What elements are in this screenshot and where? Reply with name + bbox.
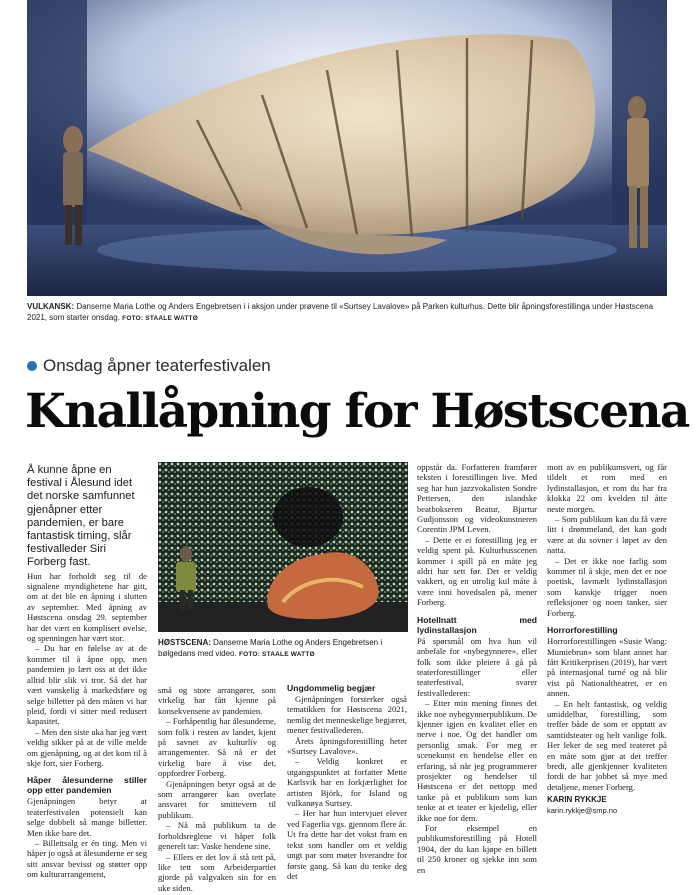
paragraph: små og store arrangører, som virkelig har fått kjenne på konsekvensene av pandemien. [158, 685, 276, 716]
article-column-3 [287, 683, 407, 881]
article-column-1 [27, 464, 147, 880]
paragraph: – Det er ikke noe farlig som kommer til å skje, men det er noe poetisk, lavmælt lydinstallasjon som kanskje trigger noen refleksjoner og noen tanker, sier Forberg. [547, 555, 667, 618]
main-photo [27, 0, 667, 296]
paragraph: – Forhåpentlig har ålesunderne, som folk i resten av landet, kjent på savnet av kulturliv og arrangementer. Så nå er det virkelig bare å vise det, oppfordrer Forberg. [158, 716, 276, 779]
paragraph: – Her har hun intervjuet elever ved Fagerlia vgs. gjennom flere år. Ut fra dette har det vokst fram en tekst som handler om et veldig ungt par som møter hverandre for første gang. Så kan du tenke deg det [287, 808, 407, 881]
paragraph: – Ellers er det lov å stå tett på, like tett som Arbeiderpartiet gjorde på valgvaken sin for en uke siden. [158, 851, 276, 893]
paragraph: Gjenåpningen betyr også at de som arrangører kan overlate ansvaret for smittevern til publikum. [158, 778, 276, 820]
stage-photo-illustration [27, 0, 667, 296]
paragraph: – Nå må publikum ta de forholdsreglene vi håper folk generelt tar: Vaske hendene sine. [158, 820, 276, 852]
lead-paragraph: Å kunne åpne en festival i Ålesund idet det norske samfunnet gjenåpner etter pandemien, er bare fantastisk timing, slår festivalleder Siri Forberg fast. [27, 464, 135, 569]
paragraph: – En helt fantastisk, og veldig umiddelbar, forestilling, som treffer både de som er opptatt av samtidsteater og helt vanlige folk. Her leker de seg med teateret på en måte som gjør at det treffer bredt, alle gjenkjenner kvaliteten fordi de har jobbet så mye med detaljene, mener Forberg. [547, 698, 667, 792]
caption-label: HØSTSCENA: [158, 638, 211, 647]
article-column-2 [158, 685, 276, 893]
caption-text: Danserne Maria Lothe og Anders Engebretsen i bølgedans med video. [158, 638, 383, 658]
caption-label: VULKANSK: [27, 302, 75, 311]
paragraph: – Billettsalg er én ting. Men vi håper jo også at ålesunderne er seg sitt ansvar bevisst og støtter opp om kulturarrangement, [27, 837, 147, 880]
main-photo-caption [27, 301, 667, 324]
secondary-photo-caption [158, 637, 410, 660]
paragraph: mott av en publikumsvert, og får tildelt et rom med en lydinstallasjon, et rom du har fra klokka 22 om kvelden til åtte neste morgen. [547, 462, 667, 514]
article-column-5 [547, 462, 667, 816]
kicker-text: Onsdag åpner teaterfestivalen [43, 356, 271, 375]
article-column-4 [417, 462, 537, 875]
paragraph: – Veldig konkret er utgangspunktet at forfatter Mette Karlsvik har en forkjærlighet for artisten Björk, for Island og vulkanøya Surtsey. [287, 756, 407, 809]
dance-video-photo-illustration [158, 462, 408, 632]
subheading: Håper ålesunderne stiller opp etter pandemien [27, 775, 147, 796]
paragraph: – Dette er ei forestilling jeg er veldig spent på. Kulturhusscenen kommer i spill på en måte jeg aldri har sett før. Det er veldig vakkert, og en utrolig kul måte å være inni hovedsalen på, mener Forberg. [417, 534, 537, 608]
paragraph: Hun har forholdt seg til de signalene myndighetene har gitt, om at det ble en åpning i slutten av september. Med åpning av Høstscena onsdag 29. september har det vært en komplisert øvelse, og spenningen har vært stor. [27, 570, 147, 644]
subheading: Horrorforestilling [547, 625, 618, 636]
kicker [27, 356, 271, 376]
paragraph: Horrorforestillingen «Susie Wang: Mumiebrun» som blant annet har fått Kritikerprisen (2019), har vært på internasjonal turné og nå blir vist på Nationaltheatret, er en annen. [547, 636, 667, 699]
paragraph: – Men den siste uka har jeg vært veldig sikker på at de ville melde om gjenåpning, og at det kom til å skje fort, sier Forberg. [27, 726, 147, 768]
subheading: Ungdommelig begjær [287, 683, 376, 693]
subheading: Hotellnatt med lydinstallasjon [417, 614, 537, 635]
paragraph: For eksempel en publikumsforestilling på Hotell 1904, der du kan kjøpe en billett til 250 kroner og sjekke inn som en [417, 823, 537, 875]
paragraph: oppstår da. Forfatteren framfører teksten i forestillingen live. Med seg har hun jazzvokalisten Sondre Pettersen, den islandske beatbokseren Beatur, Bjartur Gudjonsson og videokunstneren Corentin JPM Leven. [417, 462, 537, 535]
paragraph: – Etter min mening finnes det ikke noe nybegynnerpublikum. De kjenner igjen en kvalitet eller en nerve i noe. Og det handler om personlig smak. For meg er scenekunst en hendelse eller en erfaring, så når jeg programmerer prosjekter og hendelser til Høstscena er det nettopp med tanke på et publikum som kan tenke at et teater er kjedelig, eller ikke noe for dem. [417, 698, 537, 823]
secondary-photo [158, 462, 408, 632]
byline: KARIN RYKKJE [547, 795, 607, 805]
paragraph: Gjenåpningen betyr at teaterfestivalen potensielt kan selge dobbelt så mange billetter. Men ikke bare det. [27, 796, 147, 838]
headline: Knallåpning for Høstscena [25, 384, 689, 439]
paragraph: På spørsmål om hva hun vil anbefale for «nybegynnere», eller folk som ikke pleiere å gå på teaterforestillinger eller teaterfestival, svarer festivallederen: [417, 635, 537, 698]
author-email: karin.rykkje@smp.no [547, 805, 618, 815]
photo-credit: FOTO: STAALE WATTØ [238, 651, 315, 658]
paragraph: – Som publikum kan du få være litt i drømmeland, det kan godt være at du sovner i løpet av den natta. [547, 514, 667, 556]
paragraph: – Du har en følelse av at de kommer til å åpne opp, men pandemien jo lært oss at det ikke alltid blir slik vi tror. Så det har vært vanskelig å markedsføre og selge billetter på den måten vi har pleid, fordi vi sitter med redusert kapasitet. [27, 643, 147, 727]
photo-credit: FOTO: STAALE WATTØ [122, 315, 198, 322]
bullet-dot-icon [27, 361, 37, 371]
caption-text: Danserne Maria Lothe og Anders Engebretsen i i aksjon under prøvene til «Surtsey Lavalove» på Parken kulturhus. Dette blir åpningsforestillinga under Høstscena 2021, som starter onsdag. [27, 302, 654, 322]
paragraph: Gjenåpningen forsterker også tematikken for Høstscena 2021, nemlig det menneskelige begjæret, mener festivallederen. [287, 694, 407, 736]
paragraph: Årets åpningsforestilling heter «Surtsey Lavalove». [287, 735, 407, 757]
